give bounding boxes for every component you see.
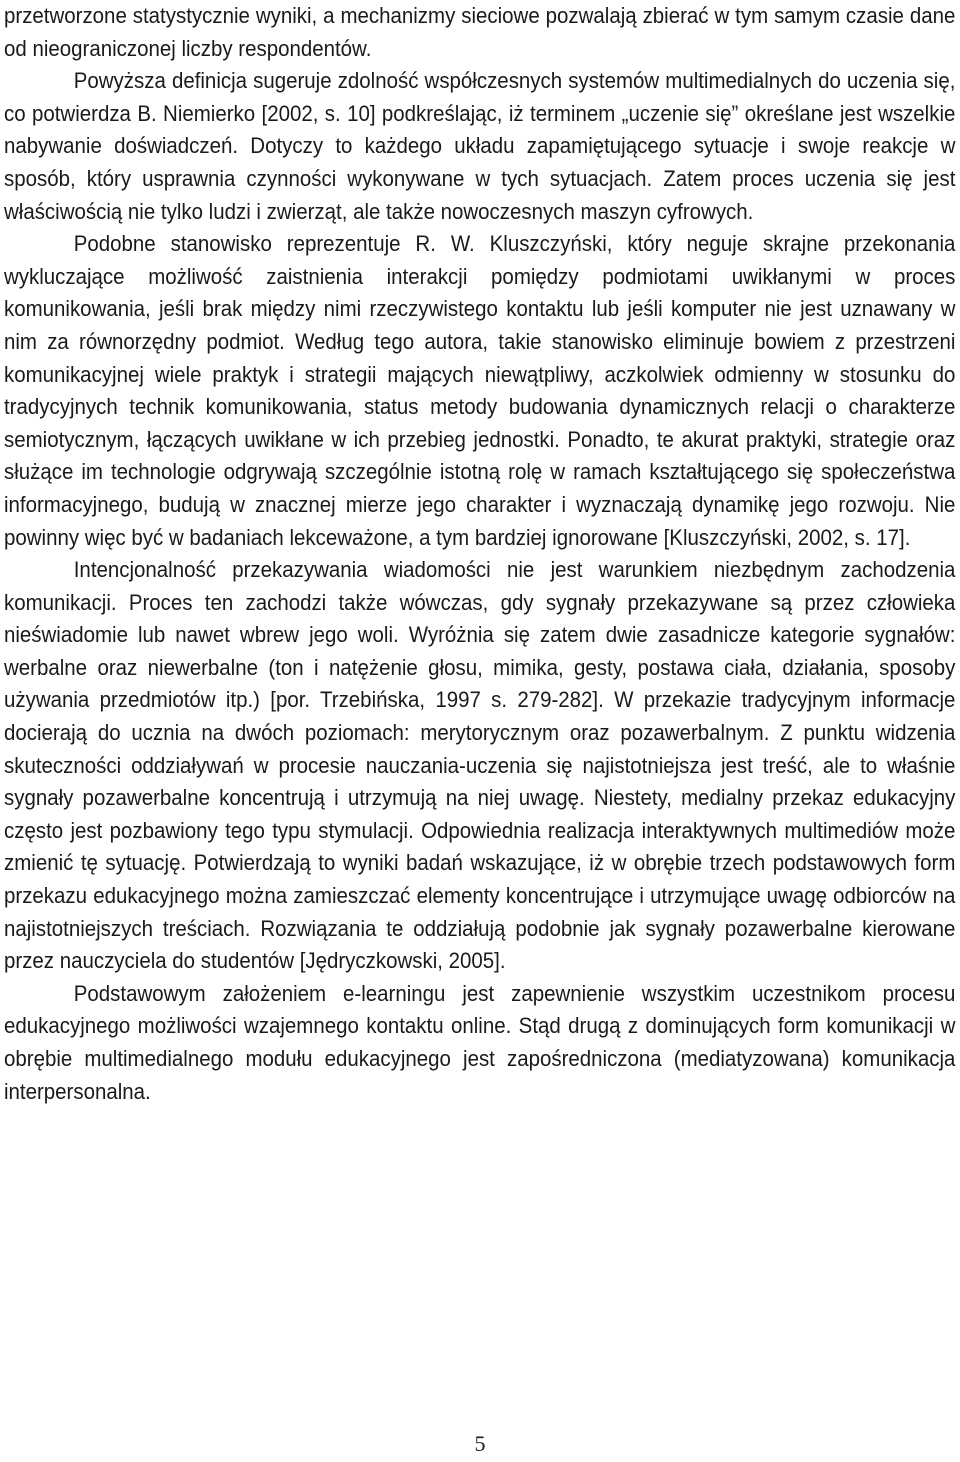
paragraph-5: Podstawowym założeniem e-learningu jest zapewnienie wszystkim uczestnikom procesu edukacyjnego możliwości wzajemnego kontaktu online. Stąd drugą z dominujących form komunikacji w obrębie multimedialnego modułu edukacyjnego jest zapośredniczona (mediatyzowana) komunikacja interpersonalna. xyxy=(4,980,956,1104)
page-number: 5 xyxy=(474,1431,486,1456)
document-body xyxy=(4,0,955,1108)
paragraph-3: Podobne stanowisko reprezentuje R. W. Kluszczyński, który neguje skrajne przekonania wykluczające możliwość zaistnienia interakcji pomiędzy podmiotami uwikłanymi w proces komunikowania, jeśli brak między nimi rzeczywistego kontaktu lub jeśli komputer nie jest uznawany w nim za równorzędny podmiot. Według tego autora, takie stanowisko eliminuje bowiem z przestrzeni komunikacyjnej wiele praktyk i strategii mających niewątpliwy, aczkolwiek odmienny w stosunku do tradycyjnych technik komunikowania, status metody budowania dynamicznych relacji o charakterze semiotycznym, łączących uwikłane w ich przebieg jednostki. Ponadto, te akurat praktyki, strategie oraz służące im technologie odgrywają szczególnie istotną rolę w ramach kształtującego się społeczeństwa informacyjnego, budują w znacznej mierze jego charakter i wyznaczają dynamikę jego rozwoju. Nie powinny więc być w badaniach lekceważone, a tym bardziej ignorowane [Kluszczyński, 2002, s. 17]. xyxy=(4,231,956,550)
paragraph-2: Powyższa definicja sugeruje zdolność współczesnych systemów multimedialnych do uczenia się, co potwierdza B. Niemierko [2002, s. 10] podkreślając, iż terminem „uczenie się” określane jest wszelkie nabywanie doświadczeń. Dotyczy to każdego układu zapamiętującego sytuacje i swoje reakcje w sposób, który usprawnia czynności wykonywane w tych sytuacjach. Zatem proces uczenia się jest właściwością nie tylko ludzi i zwierząt, ale także nowoczesnych maszyn cyfrowych. xyxy=(4,68,956,224)
paragraph-4: Intencjonalność przekazywania wiadomości nie jest warunkiem niezbędnym zachodzenia komunikacji. Proces ten zachodzi także wówczas, gdy sygnały przekazywane są przez człowieka nieświadomie lub nawet wbrew jego woli. Wyróżnia się zatem dwie zasadnicze kategorie sygnałów: werbalne oraz niewerbalne (ton i natężenie głosu, mimika, gesty, postawa ciała, działania, sposoby używania przedmiotów itp.) [por. Trzebińska, 1997 s. 279-282]. W przekazie tradycyjnym informacje docierają do ucznia na dwóch poziomach: merytorycznym oraz pozawerbalnym. Z punktu widzenia skuteczności oddziaływań w procesie nauczania-uczenia się najistotniejsza jest treść, ale to właśnie sygnały pozawerbalne koncentrują i utrzymują na niej uwagę. Niestety, medialny przekaz edukacyjny często jest pozbawiony tego typu stymulacji. Odpowiednia realizacja interaktywnych multimediów może zmienić tę sytuację. Potwierdzają to wyniki badań wskazujące, iż w obrębie trzech podstawowych form przekazu edukacyjnego można zamieszczać elementy koncentrujące i utrzymujące uwagę odbiorców na najistotniejszych treściach. Rozwiązania te oddziałują podobnie jak sygnały pozawerbalne kierowane przez nauczyciela do studentów [Jędryczkowski, 2005]. xyxy=(4,557,956,974)
paragraph-1: przetworzone statystycznie wyniki, a mechanizmy sieciowe pozwalają zbierać w tym samym czasie dane od nieograniczonej liczby respondentów. xyxy=(4,3,956,61)
